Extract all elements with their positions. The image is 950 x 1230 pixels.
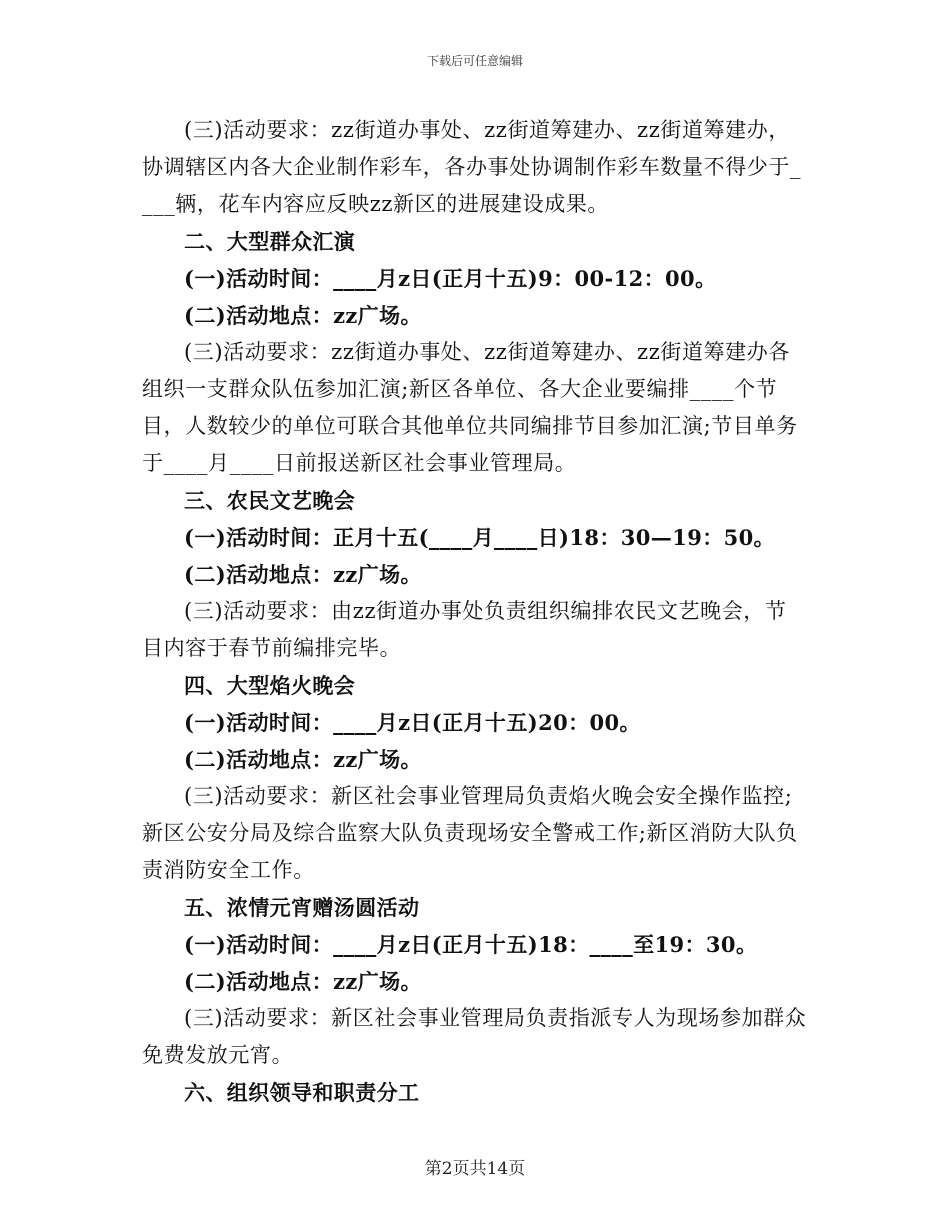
section-heading-tangyuan: 五、浓情元宵赠汤圆活动 — [184, 895, 420, 920]
page-header: 下载后可任意编辑 — [426, 54, 523, 68]
section-heading-mass-performance: 二、大型群众汇演 — [184, 229, 356, 254]
paragraph-tangyuan-requirements: (三)活动要求：新区社会事业管理局负责指派专人为现场参加群众免费发放元宵。 — [142, 1006, 807, 1067]
paragraph-fireworks-requirements: (三)活动要求：新区社会事业管理局负责焰火晚会安全操作监控;新区公安分局及综合监察大队负责现场安全警戒工作;新区消防大队负责消防安全工作。 — [142, 784, 798, 882]
paragraph-performance-time: (一)活动时间：____月z日(正月十五)9：00-12：00。 — [184, 266, 717, 291]
section-heading-organization: 六、组织领导和职责分工 — [184, 1080, 420, 1105]
paragraph-fireworks-time: (一)活动时间：____月z日(正月十五)20：00。 — [184, 710, 641, 735]
section-heading-farmers-gala: 三、农民文艺晚会 — [184, 488, 356, 513]
paragraph-gala-time: (一)活动时间：正月十五(____月____日)18：30—19：50。 — [184, 525, 776, 550]
paragraph-float-requirements: (三)活动要求：zz街道办事处、zz街道筹建办、zz街道筹建办，协调辖区内各大企业制作彩车，各办事处协调制作彩车数量不得少于____辆，花车内容应反映zz新区的进展建设成果。 — [142, 118, 802, 216]
paragraph-gala-requirements: (三)活动要求：由zz街道办事处负责组织编排农民文艺晚会，节目内容于春节前编排完毕。 — [142, 599, 787, 660]
paragraph-performance-location: (二)活动地点：zz广场。 — [184, 303, 422, 328]
paragraph-tangyuan-location: (二)活动地点：zz广场。 — [184, 969, 422, 994]
paragraph-tangyuan-time: (一)活动时间：____月z日(正月十五)18：____至19：30。 — [184, 932, 758, 957]
paragraph-fireworks-location: (二)活动地点：zz广场。 — [184, 747, 422, 772]
paragraph-gala-location: (二)活动地点：zz广场。 — [184, 562, 422, 587]
document-body — [142, 112, 807, 1111]
paragraph-performance-requirements: (三)活动要求：zz街道办事处、zz街道筹建办、zz街道筹建办各组织一支群众队伍参加汇演;新区各单位、各大企业要编排____个节目，人数较少的单位可联合其他单位共同编排节目参加汇演;节目单务于____月____日前报送新区社会事业管理局。 — [142, 340, 798, 475]
page-footer: 第2页共14页 — [424, 1159, 526, 1179]
section-heading-fireworks: 四、大型焰火晚会 — [184, 673, 356, 698]
